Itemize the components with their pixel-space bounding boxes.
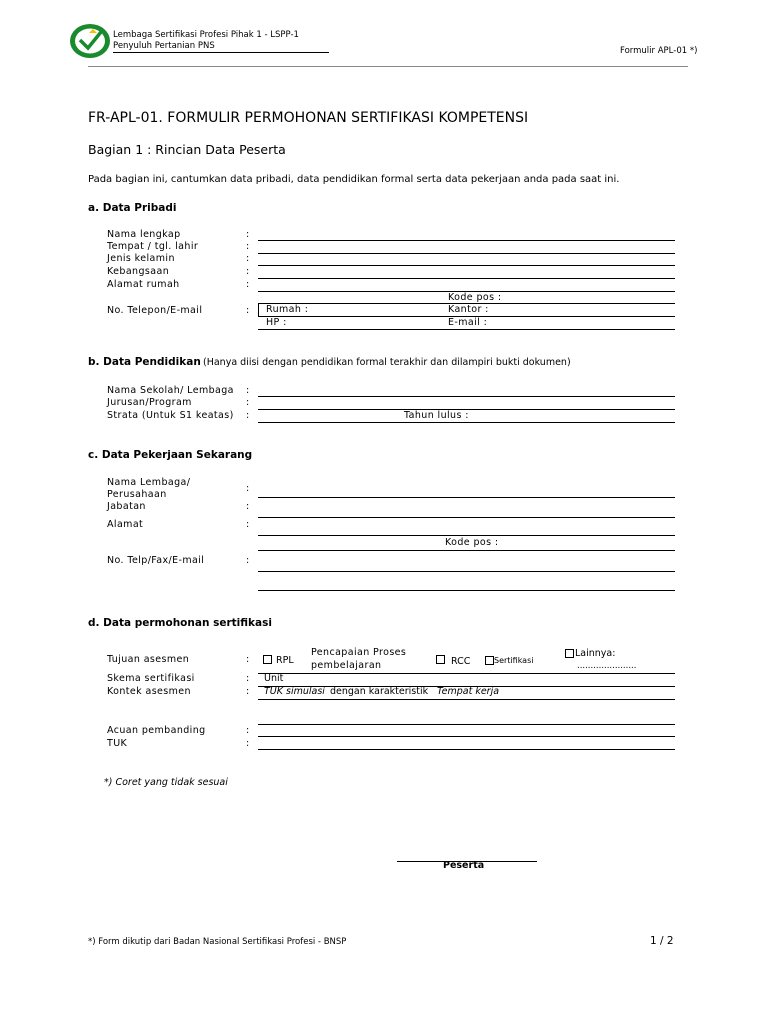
field-label: Acuan pembanding: [107, 725, 206, 736]
hp-label: HP :: [266, 317, 287, 328]
input-line[interactable]: [258, 396, 675, 397]
input-line[interactable]: [258, 240, 675, 241]
rcc-label: RCC: [451, 656, 471, 667]
field-label: Strata (Untuk S1 keatas): [107, 410, 234, 421]
colon: :: [246, 738, 250, 749]
colon: :: [246, 654, 250, 665]
section-c-heading: c. Data Pekerjaan Sekarang: [88, 449, 253, 461]
tahun-lulus-label: Tahun lulus :: [404, 410, 469, 421]
input-line[interactable]: [258, 497, 675, 498]
section-d-heading: d. Data permohonan sertifikasi: [88, 617, 272, 629]
field-label: No. Telp/Fax/E-mail: [107, 555, 205, 566]
input-line[interactable]: [258, 517, 675, 518]
logo: [68, 22, 112, 60]
rpl-checkbox[interactable]: [263, 655, 272, 664]
field-label: Kebangsaan: [107, 266, 170, 277]
input-line[interactable]: [258, 550, 675, 551]
section-a-heading: a. Data Pribadi: [88, 202, 177, 214]
dengan-text: dengan karakteristik: [330, 686, 429, 697]
colon: :: [246, 725, 250, 736]
header-rule: [88, 66, 688, 67]
lainnya-label: Lainnya:: [575, 648, 616, 659]
colon: :: [246, 241, 250, 252]
phone-box-left: [258, 303, 259, 316]
field-label: Kontek asesmen: [107, 686, 191, 697]
footnote-coret: *) Coret yang tidak sesuai: [104, 777, 228, 788]
kode-pos-label: Kode pos :: [445, 537, 499, 548]
peserta-label: Peserta: [443, 860, 485, 871]
sertifikasi-label: Sertifikasi: [494, 656, 534, 665]
tempat-kerja: Tempat kerja: [437, 686, 500, 697]
section-subtitle: Bagian 1 : Rincian Data Peserta: [88, 142, 286, 157]
field-label: Jurusan/Program: [107, 397, 192, 408]
kode-pos-label: Kode pos :: [448, 292, 502, 303]
lainnya-checkbox[interactable]: [565, 649, 574, 658]
input-line[interactable]: [258, 590, 675, 591]
header-subtitle: Penyuluh Pertanian PNS: [113, 41, 215, 51]
page-title: FR-APL-01. FORMULIR PERMOHONAN SERTIFIKASI KOMPETENSI: [88, 110, 529, 126]
email-label: E-mail :: [448, 317, 488, 328]
colon: :: [246, 229, 250, 240]
input-line[interactable]: [258, 749, 675, 750]
rpl-label: RPL: [276, 655, 294, 666]
intro-text: Pada bagian ini, cantumkan data pribadi, data pendidikan formal serta data pekerjaan anda pada saat ini.: [88, 174, 620, 185]
rumah-label: Rumah :: [266, 304, 309, 315]
colon: :: [246, 305, 250, 316]
input-line[interactable]: [258, 535, 675, 536]
pencapaian-label: pembelajaran: [311, 660, 382, 671]
input-line[interactable]: [258, 278, 675, 279]
footer-source: *) Form dikutip dari Badan Nasional Sertifikasi Profesi - BNSP: [88, 937, 347, 947]
field-label: Jabatan: [107, 501, 146, 512]
colon: :: [246, 673, 250, 684]
input-line[interactable]: [258, 736, 675, 737]
input-line[interactable]: [258, 329, 675, 330]
colon: :: [246, 519, 250, 530]
field-label: TUK: [107, 738, 128, 749]
colon: :: [246, 483, 250, 494]
colon: :: [246, 397, 250, 408]
field-label: Alamat: [107, 519, 144, 530]
field-label: Nama Sekolah/ Lembaga: [107, 385, 234, 396]
page-number: 1 / 2: [650, 935, 674, 947]
sertifikasi-checkbox[interactable]: [485, 656, 494, 665]
colon: :: [246, 279, 250, 290]
field-label: Alamat rumah: [107, 279, 180, 290]
colon: :: [246, 266, 250, 277]
input-line[interactable]: [258, 673, 675, 674]
input-line[interactable]: [258, 571, 675, 572]
section-b-heading: b. Data Pendidikan: [88, 356, 201, 368]
colon: :: [246, 253, 250, 264]
input-line[interactable]: [258, 699, 675, 700]
field-label: Nama Lembaga/: [107, 477, 191, 488]
header-underline: [113, 52, 329, 53]
rcc-checkbox[interactable]: [436, 655, 445, 664]
input-line[interactable]: [258, 265, 675, 266]
lainnya-dots[interactable]: ......................: [577, 661, 637, 671]
field-label: Tempat / tgl. lahir: [107, 241, 199, 252]
colon: :: [246, 686, 250, 697]
input-line[interactable]: [258, 422, 675, 423]
colon: :: [246, 501, 250, 512]
header-institution: Lembaga Sertifikasi Profesi Pihak 1 - LSPP-1: [113, 30, 299, 40]
tuk-simulasi: TUK simulasi: [264, 686, 325, 697]
field-label: Nama lengkap: [107, 229, 181, 240]
colon: :: [246, 410, 250, 421]
colon: :: [246, 555, 250, 566]
field-label: Jenis kelamin: [107, 253, 175, 264]
input-line[interactable]: [258, 253, 675, 254]
field-label: No. Telepon/E-mail: [107, 305, 203, 316]
section-b-note: (Hanya diisi dengan pendidikan formal terakhir dan dilampiri bukti dokumen): [203, 357, 571, 368]
kantor-label: Kantor :: [448, 304, 489, 315]
pencapaian-label: Pencapaian Proses: [311, 647, 407, 658]
field-label: Perusahaan: [107, 489, 167, 500]
form-code: Formulir APL-01 *): [620, 46, 698, 56]
field-label: Tujuan asesmen: [107, 654, 190, 665]
colon: :: [246, 385, 250, 396]
input-line[interactable]: [258, 724, 675, 725]
field-label: Skema sertifikasi: [107, 673, 195, 684]
unit-value: Unit: [264, 673, 284, 684]
